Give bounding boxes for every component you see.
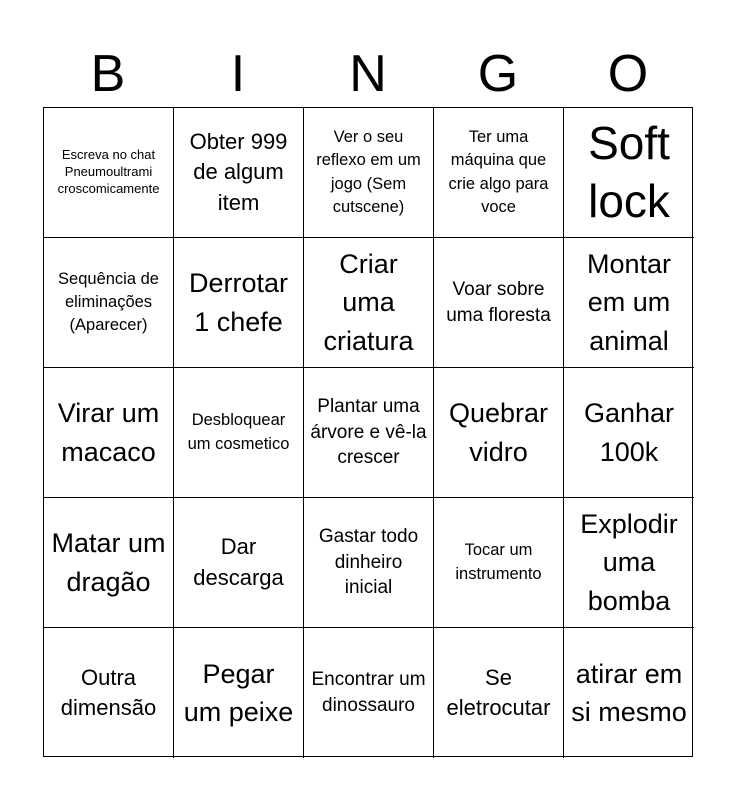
bingo-cell-r1c3[interactable]: Ver o seu reflexo em um jogo (Sem cutscene) bbox=[304, 108, 434, 238]
bingo-cell-r5c5[interactable]: atirar em si mesmo bbox=[571, 658, 687, 727]
bingo-cell-r3c2[interactable]: Desbloquear um cosmetico bbox=[174, 368, 304, 498]
bingo-cell-r4c1[interactable]: Matar um dragão bbox=[44, 498, 174, 628]
bingo-cell-r3c1[interactable]: Virar um macaco bbox=[44, 368, 174, 498]
bingo-cell-r4c2[interactable]: Dar descarga bbox=[174, 498, 304, 628]
header-letter-b: B bbox=[90, 45, 126, 103]
header-letter-g: G bbox=[477, 45, 519, 103]
bingo-cell-r2c4[interactable]: Voar sobre uma floresta bbox=[434, 238, 564, 368]
header-letter-n: N bbox=[349, 45, 387, 103]
bingo-cell-r3c4[interactable]: Quebrar vidro bbox=[434, 368, 564, 498]
bingo-cell-r4c3[interactable]: Gastar todo dinheiro inicial bbox=[304, 498, 434, 628]
bingo-cell-r5c1[interactable]: Outra dimensão bbox=[44, 628, 174, 758]
bingo-cell-r4c4[interactable]: Tocar um instrumento bbox=[434, 498, 564, 628]
bingo-cell-r3c5[interactable]: Ganhar 100k bbox=[564, 368, 694, 498]
bingo-cell-r1c1[interactable]: Escreva no chat Pneumoultrami croscomicamente bbox=[44, 108, 174, 238]
bingo-cell-r1c2[interactable]: Obter 999 de algum item bbox=[174, 108, 304, 238]
bingo-cell-r2c2[interactable]: Derrotar 1 chefe bbox=[174, 238, 304, 368]
header-letter-i: I bbox=[230, 45, 246, 103]
bingo-cell-r2c5[interactable]: Montar em um animal bbox=[564, 238, 694, 368]
header-letter-o: O bbox=[607, 45, 649, 103]
bingo-cell-r2c3[interactable]: Criar uma criatura bbox=[304, 238, 434, 368]
bingo-cell-r4c5[interactable]: Explodir uma bomba bbox=[564, 498, 694, 628]
bingo-grid bbox=[43, 107, 693, 757]
bingo-cell-r5c2[interactable]: Pegar um peixe bbox=[174, 628, 304, 758]
bingo-header bbox=[43, 42, 693, 106]
bingo-cell-r2c1[interactable]: Sequência de eliminações (Aparecer) bbox=[44, 238, 174, 368]
bingo-cell-r1c4[interactable]: Ter uma máquina que crie algo para voce bbox=[434, 108, 564, 238]
bingo-cell-r5c3[interactable]: Encontrar um dinossauro bbox=[304, 628, 434, 758]
bingo-cell-r1c5[interactable]: Soft lock bbox=[564, 108, 694, 238]
bingo-cell-r3c3[interactable]: Plantar uma árvore e vê-la crescer bbox=[304, 368, 434, 498]
bingo-cell-r5c4[interactable]: Se eletrocutar bbox=[434, 628, 564, 758]
